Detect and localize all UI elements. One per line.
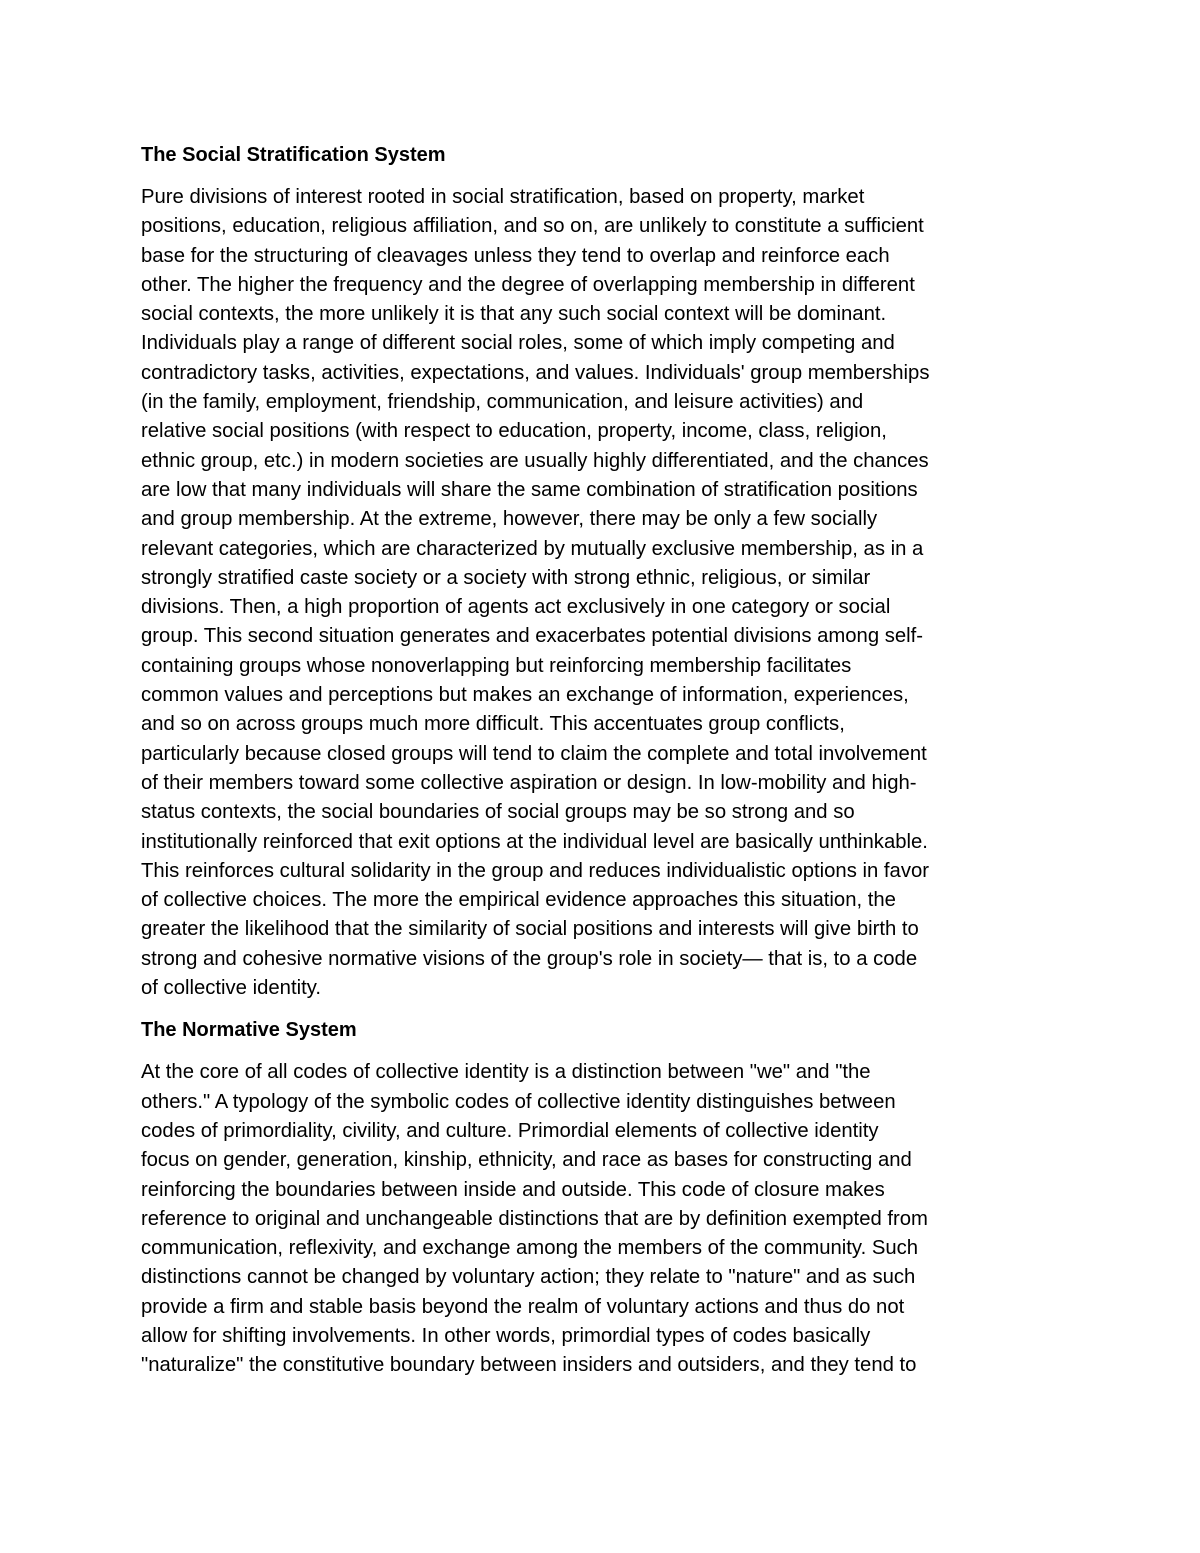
text-line: strong and cohesive normative visions of the group's role in society— that is, to a code <box>141 947 918 970</box>
section-body <box>141 183 1059 1003</box>
text-line: particularly because closed groups will tend to claim the complete and total involvement <box>141 742 927 765</box>
document-page <box>141 140 1059 1381</box>
text-line: strongly stratified caste society or a society with strong ethnic, religious, or similar <box>141 566 871 589</box>
text-line: and group membership. At the extreme, however, there may be only a few socially <box>141 508 878 531</box>
text-line: focus on gender, generation, kinship, ethnicity, and race as bases for constructing and <box>141 1149 912 1172</box>
text-line: codes of primordiality, civility, and culture. Primordial elements of collective identity <box>141 1119 879 1142</box>
text-line: containing groups whose nonoverlapping but reinforcing membership facilitates <box>141 654 852 677</box>
text-line: greater the likelihood that the similarity of social positions and interests will give birth to <box>141 918 919 941</box>
text-line: distinctions cannot be changed by voluntary action; they relate to "nature" and as such <box>141 1266 916 1289</box>
text-line: reference to original and unchangeable distinctions that are by definition exempted from <box>141 1207 928 1230</box>
text-line: (in the family, employment, friendship, communication, and leisure activities) and <box>141 391 864 414</box>
text-line: At the core of all codes of collective identity is a distinction between "we" and "the <box>141 1061 871 1084</box>
text-line: communication, reflexivity, and exchange among the members of the community. Such <box>141 1237 919 1260</box>
text-line: others." A typology of the symbolic codes of collective identity distinguishes between <box>141 1090 896 1113</box>
text-line: group. This second situation generates and exacerbates potential divisions among self- <box>141 625 924 648</box>
text-line: of collective identity. <box>141 977 321 1000</box>
section-body <box>141 1058 1059 1380</box>
text-line: ethnic group, etc.) in modern societies are usually highly differentiated, and the chances <box>141 449 929 472</box>
text-line: of collective choices. The more the empirical evidence approaches this situation, the <box>141 889 896 912</box>
text-line: divisions. Then, a high proportion of agents act exclusively in one category or social <box>141 596 891 619</box>
text-line: common values and perceptions but makes an exchange of information, experiences, <box>141 684 909 707</box>
text-line: status contexts, the social boundaries of social groups may be so strong and so <box>141 801 855 824</box>
text-line: contradictory tasks, activities, expectations, and values. Individuals' group memberships <box>141 361 930 384</box>
text-line: reinforcing the boundaries between inside and outside. This code of closure makes <box>141 1178 885 1201</box>
section-social-stratification <box>141 140 1059 1003</box>
text-line: social contexts, the more unlikely it is that any such social context will be dominant. <box>141 303 887 326</box>
section-heading: The Normative System <box>141 1019 357 1042</box>
text-line: provide a firm and stable basis beyond the realm of voluntary actions and thus do not <box>141 1295 905 1318</box>
text-line: other. The higher the frequency and the degree of overlapping membership in different <box>141 273 915 296</box>
text-line: "naturalize" the constitutive boundary between insiders and outsiders, and they tend to <box>141 1354 917 1377</box>
section-heading: The Social Stratification System <box>141 144 446 166</box>
text-line: This reinforces cultural solidarity in the group and reduces individualistic options in favor <box>141 859 929 882</box>
text-line: Individuals play a range of different social roles, some of which imply competing and <box>141 332 895 355</box>
text-line: base for the structuring of cleavages unless they tend to overlap and reinforce each <box>141 244 890 267</box>
text-line: Pure divisions of interest rooted in social stratification, based on property, market <box>141 186 865 208</box>
text-line: and so on across groups much more difficult. This accentuates group conflicts, <box>141 713 845 736</box>
text-line: allow for shifting involvements. In other words, primordial types of codes basically <box>141 1324 871 1347</box>
text-line: of their members toward some collective aspiration or design. In low-mobility and high- <box>141 771 917 794</box>
text-line: positions, education, religious affiliation, and so on, are unlikely to constitute a sufficient <box>141 215 924 238</box>
text-line: relative social positions (with respect to education, property, income, class, religion, <box>141 420 887 443</box>
text-line: relevant categories, which are characterized by mutually exclusive membership, as in a <box>141 537 924 560</box>
text-line: institutionally reinforced that exit options at the individual level are basically unthinkable. <box>141 830 928 853</box>
text-line: are low that many individuals will share the same combination of stratification positions <box>141 478 918 501</box>
section-normative-system <box>141 1015 1059 1380</box>
